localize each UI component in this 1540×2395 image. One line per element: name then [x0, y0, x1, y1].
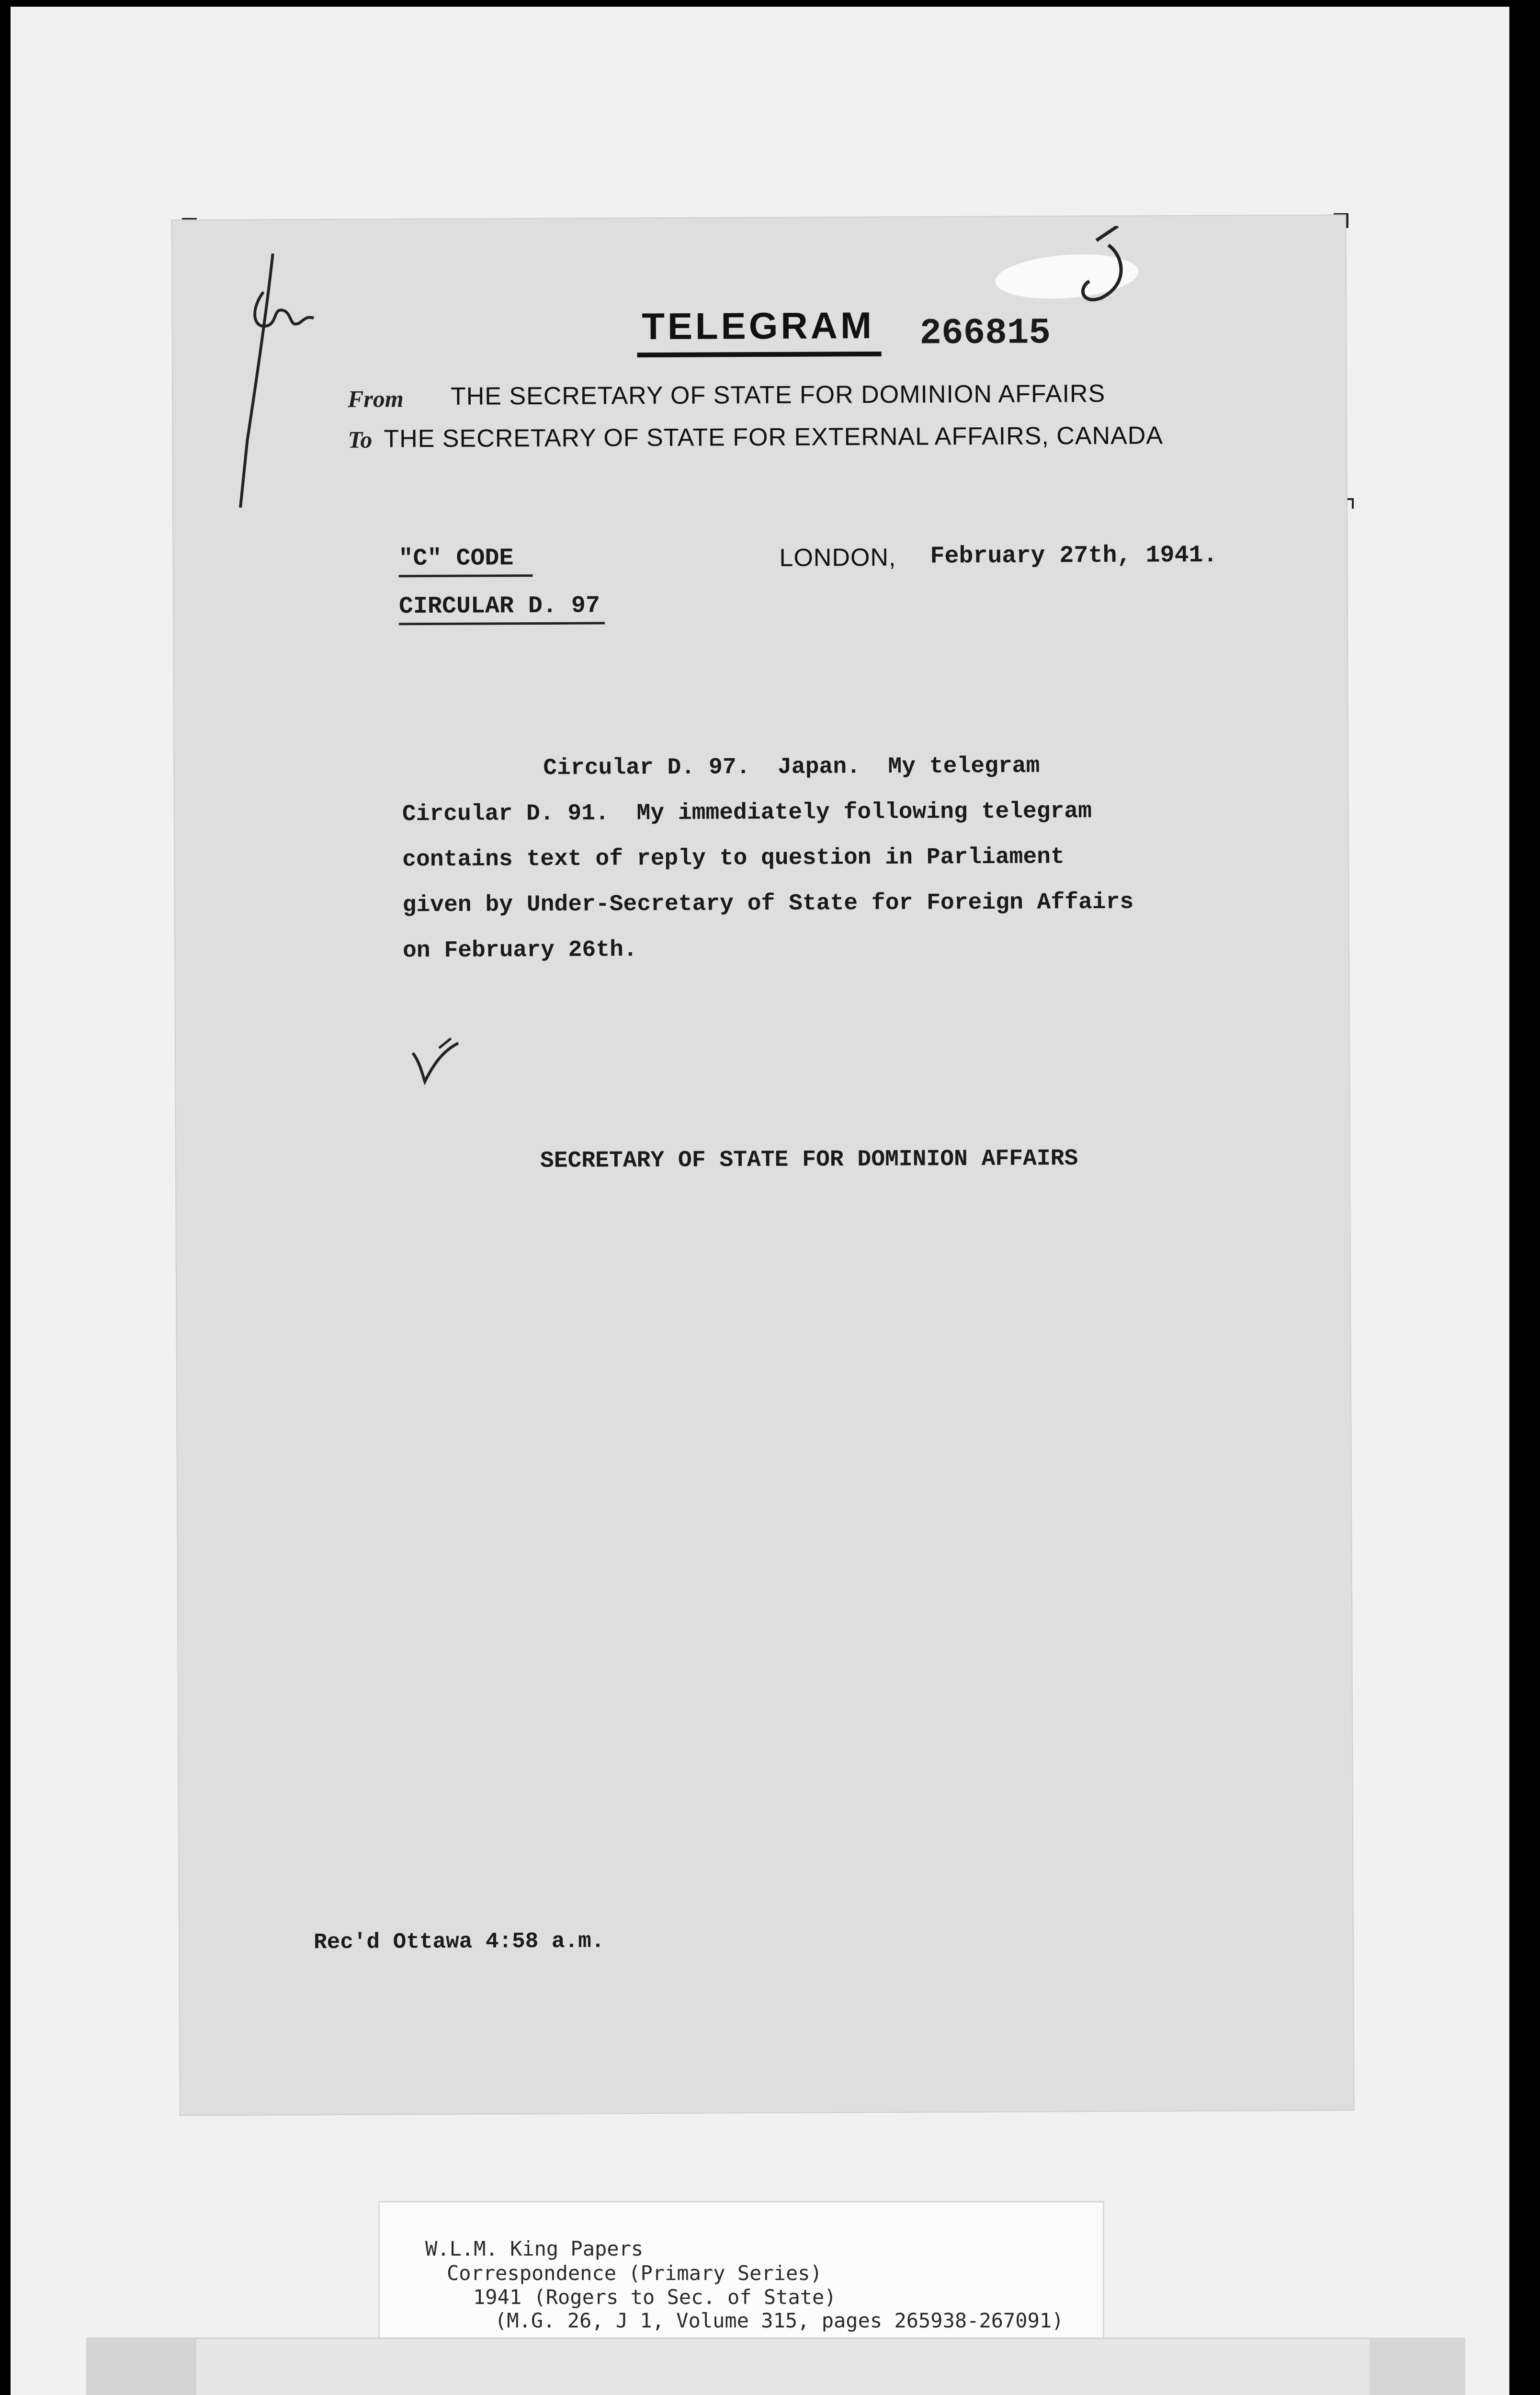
reference-line: 1941 (Rogers to Sec. of State): [473, 2285, 837, 2309]
code-underline: [399, 574, 533, 577]
banner-left-edge: [86, 2338, 196, 2395]
reference-line: (M.G. 26, J 1, Volume 315, pages 265938-267091): [495, 2309, 1064, 2332]
body-line: on February 26th.: [402, 937, 637, 964]
circular-underline: [399, 622, 605, 625]
handwritten-mark: [986, 226, 1159, 313]
date: February 27th, 1941.: [930, 541, 1218, 570]
telegram-heading: TELEGRAM: [642, 304, 875, 348]
archive-banner: [86, 2338, 1465, 2395]
signature-line: SECRETARY OF STATE FOR DOMINION AFFAIRS: [540, 1146, 1078, 1175]
telegram-sheet: [172, 216, 1353, 2115]
reference-line: W.L.M. King Papers: [425, 2237, 644, 2260]
banner-right-edge: [1370, 2338, 1465, 2395]
body-line: Circular D. 91. My immediately following telegram: [402, 798, 1092, 828]
handwritten-initials: [201, 239, 327, 527]
from-text: THE SECRETARY OF STATE FOR DOMINION AFFAIRS: [450, 379, 1106, 411]
circular-line: CIRCULAR D. 97: [398, 592, 600, 621]
from-label: From: [347, 385, 404, 412]
received-line: Rec'd Ottawa 4:58 a.m.: [313, 1928, 605, 1955]
body-line: contains text of reply to question in Parliament: [402, 844, 1064, 873]
check-mark-icon: [406, 1029, 464, 1087]
document-number: 266815: [919, 312, 1051, 354]
reference-line: Correspondence (Primary Series): [447, 2261, 822, 2285]
body-line: Circular D. 97. Japan. My telegram: [543, 753, 1040, 781]
place: LONDON,: [779, 543, 896, 572]
body-line: given by Under-Secretary of State for Foreign Affairs: [402, 889, 1134, 919]
to-text: THE SECRETARY OF STATE FOR EXTERNAL AFFAIRS, CANADA: [384, 422, 1164, 453]
heading-underline: [637, 352, 882, 357]
code-line: "C" CODE: [398, 545, 514, 573]
to-label: To: [348, 426, 373, 453]
